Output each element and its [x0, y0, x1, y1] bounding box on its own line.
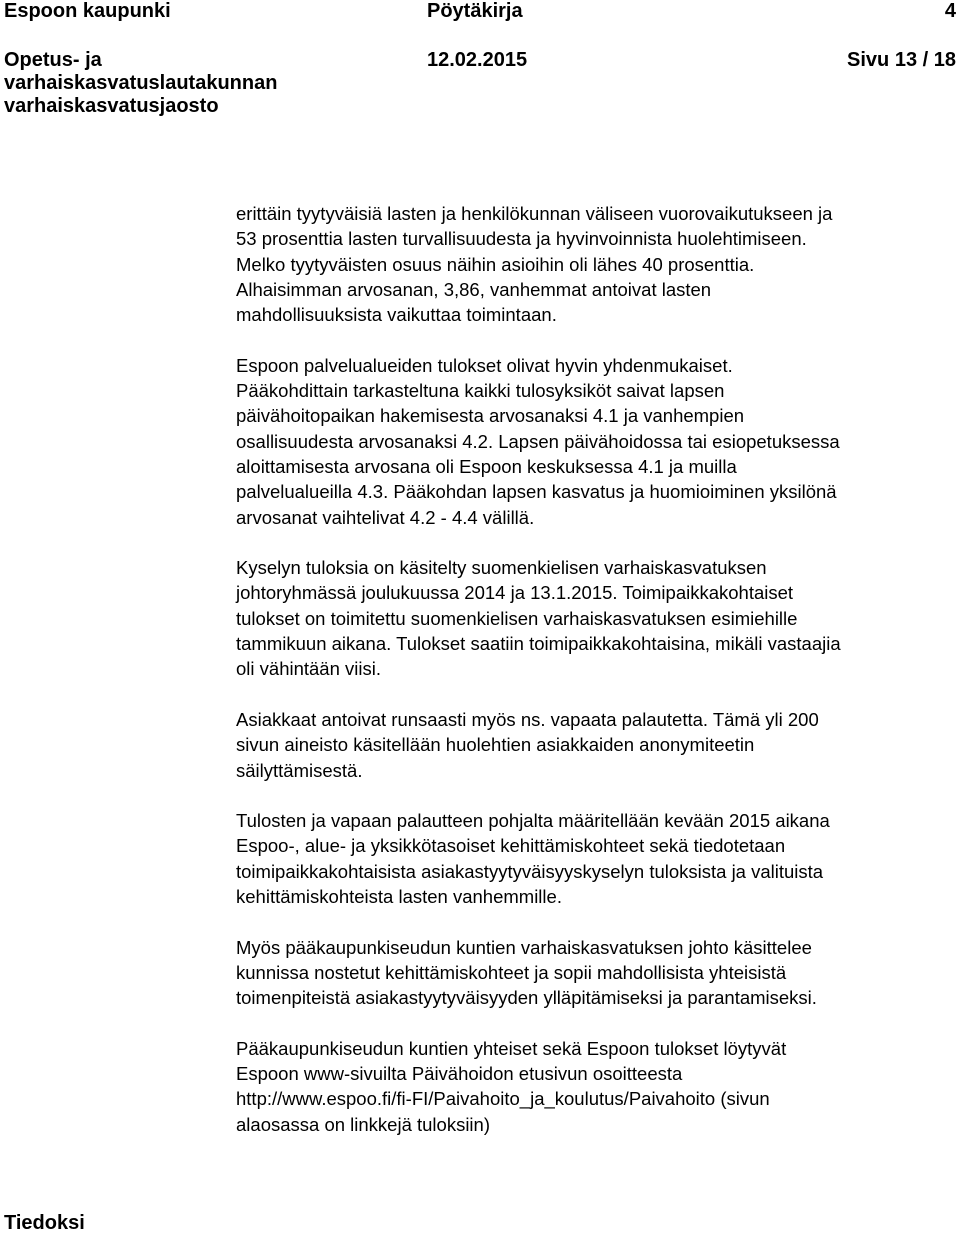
paragraph-satisfaction: erittäin tyytyväisiä lasten ja henkilökunnan väliseen vuorovaikutukseen ja 53 prosenttia lasten turvallisuudesta ja hyvinvoinnista huolehtimiseen. Melko tyytyväisten osuus näihin asioihin oli lähes 40 prosenttia. Alhaisimman arvosanan, 3,86, vanhemmat antoivat lasten mahdollisuuksista vaikuttaa toimintaan.	[236, 203, 833, 326]
paragraph-processing: Kyselyn tuloksia on käsitelty suomenkielisen varhaiskasvatuksen johtoryhmässä joulukuussa 2014 ja 13.1.2015. Toimipaikkakohtaiset tulokset on toimitettu suomenkielisen varhaiskasvatuksen esimiehille tammikuun aikana. Tulokset saatiin toimipaikkakohtaisina, mikäli vastaajia oli vähintään viisi.	[236, 557, 841, 680]
paragraph-free-feedback: Asiakkaat antoivat runsaasti myös ns. vapaata palautetta. Tämä yli 200 sivun aineisto käsitellään huolehtien asiakkaiden anonymiteetin säilyttämisestä.	[236, 708, 819, 781]
meeting-date: 12.02.2015	[427, 49, 528, 71]
page-number: Sivu 13 / 18	[847, 49, 956, 71]
paragraph-results-link: Pääkaupunkiseudun kuntien yhteiset sekä Espoon tulokset löytyvät Espoon www-sivuilta Päivähoidon etusivun osoitteesta http://www.espoo.fi/fi-FI/Paivahoito_ja_koulutus/Paivahoito (sivun alaosassa on linkkejä tuloksiin)	[236, 1037, 787, 1135]
committee-name: Opetus- ja varhaiskasvatuslautakunnan varhaiskasvatusjaosto	[4, 49, 278, 117]
section-number: 4	[944, 0, 956, 22]
paragraph-development: Tulosten ja vapaan palautteen pohjalta määritellään kevään 2015 aikana Espoo-, alue- ja yksikkötasoiset kehittämiskohteet sekä tiedotetaan toimipaikkakohtaisista asiakastyytyväisyyskyselyn tuloksista ja valituista kehittämiskohteista lasten vanhemmille.	[236, 810, 830, 908]
organization-name: Espoon kaupunki	[4, 0, 171, 22]
section-heading: Tiedoksi	[4, 1212, 85, 1234]
paragraph-capital-region: Myös pääkaupunkiseudun kuntien varhaiskasvatuksen johto käsittelee kunnissa nostetut kehittämiskohteet ja sopii mahdollisista yhteisistä toimenpiteistä asiakastyytyväisyyden ylläpitämiseksi ja parantamiseksi.	[236, 936, 817, 1009]
paragraph-service-areas: Espoon palvelualueiden tulokset olivat hyvin yhdenmukaiset. Pääkohdittain tarkasteltuna kaikki tulosyksiköt saivat lapsen päivähoitopaikan hakemisesta arvosanaksi 4.1 ja vanhempien osallisuudesta arvosanaksi 4.2. Lapsen päivähoidossa tai esiopetuksessa aloittamisesta arvosana oli Espoon keskuksessa 4.1 ja muilla palvelualueilla 4.3. Pääkohdan lapsen kasvatus ja huomioiminen yksilönä arvosanat vaihtelivat 4.2 - 4.4 välillä.	[236, 354, 840, 528]
minutes-body	[236, 201, 960, 1162]
document-type: Pöytäkirja	[427, 0, 523, 22]
